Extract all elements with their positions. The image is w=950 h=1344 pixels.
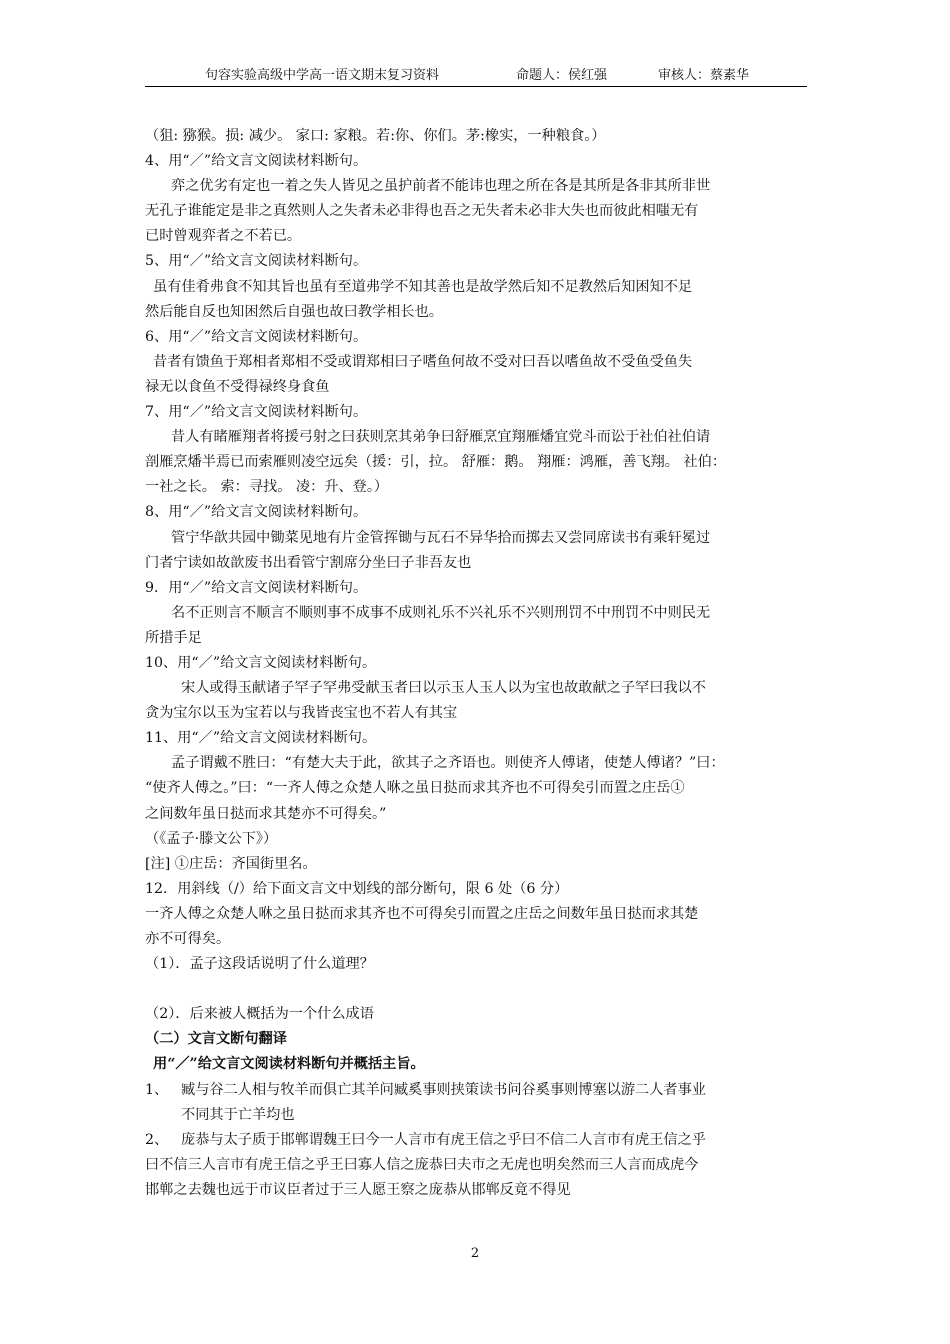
annotation-line: （狙: 猕猴。损: 减少。 家口: 家粮。若:你、你们。茅:橡实，一种粮食。） bbox=[145, 128, 606, 144]
passage-line: 之间数年虽日挞而求其楚亦不可得矣。” bbox=[145, 805, 387, 822]
passage-line: 昔人有睹雁翔者将援弓射之曰获则烹其弟争曰舒雁烹宜翔雁燔宜党斗而讼于社伯社伯请 bbox=[171, 429, 711, 446]
header-author: 命题人：侯红强 bbox=[516, 68, 608, 83]
question-heading: 6、用“／”给文言文阅读材料断句。 bbox=[145, 328, 368, 345]
passage-text: 臧与谷二人相与牧羊而俱亡其羊问臧奚事则挟策读书问谷奚事则博塞以游二人者事业 bbox=[181, 1081, 706, 1098]
passage-line: 一齐人傅之众楚人咻之虽日挞而求其齐也不可得矣引而置之庄岳之间数年虽日挞而求其楚 bbox=[145, 905, 699, 922]
passage-line: 孟子谓戴不胜曰：“有楚大夫于此，欲其子之齐语也。则使齐人傅诸，使楚人傅诸？”曰： bbox=[171, 755, 725, 772]
answer-space bbox=[145, 977, 813, 1002]
footnote: [注] ①庄岳：齐国街里名。 bbox=[145, 855, 317, 872]
passage-line: 门者宁读如故歆废书出看管宁割席分坐曰子非吾友也 bbox=[145, 554, 472, 571]
passage-line: 贪为宝尔以玉为宝若以与我皆丧宝也不若人有其宝 bbox=[145, 705, 458, 722]
question-heading: 9．用“／”给文言文阅读材料断句。 bbox=[145, 579, 368, 596]
sub-question: （1）．孟子这段话说明了什么道理？ bbox=[145, 956, 374, 973]
passage-line: 名不正则言不顺言不顺则事不成事不成则礼乐不兴礼乐不兴则刑罚不中刑罚不中则民无 bbox=[171, 604, 711, 621]
header-title: 句容实验高级中学高一语文期末复习资料 bbox=[205, 68, 440, 83]
question-heading: 8、用“／”给文言文阅读材料断句。 bbox=[145, 504, 368, 521]
passage-line: 宋人或得玉献诸子罕子罕弗受献玉者曰以示玉人玉人以为宝也故敢献之子罕曰我以不 bbox=[181, 680, 706, 697]
question-heading: 11、用“／”给文言文阅读材料断句。 bbox=[145, 730, 377, 747]
passage-text: 庞恭与太子质于邯郸谓魏王曰今一人言市有虎王信之乎曰不信二人言市有虎王信之乎 bbox=[181, 1131, 706, 1148]
question-heading: 10、用“／”给文言文阅读材料断句。 bbox=[145, 654, 377, 671]
question-heading: 7、用“／”给文言文阅读材料断句。 bbox=[145, 404, 368, 421]
passage-line: 已时曾观弈者之不若已。 bbox=[145, 228, 302, 245]
question-heading: 4、用“／”给文言文阅读材料断句。 bbox=[145, 153, 368, 170]
page-header bbox=[145, 66, 807, 87]
source-citation: （《孟子·滕文公下》） bbox=[145, 830, 278, 847]
passage-line: 亦不可得矣。 bbox=[145, 931, 231, 947]
sub-question: （2）．后来被人概括为一个什么成语 bbox=[145, 1006, 374, 1023]
question-heading: 12．用斜线（/）给下面文言文中划线的部分断句，限 6 处（6 分） bbox=[145, 880, 569, 897]
passage-line: 邯郸之去魏也远于市议臣者过于三人愿王察之庞恭从邯郸反竟不得见 bbox=[145, 1181, 571, 1198]
passage-line: 剖雁烹燔半焉已而索雁则凌空远矣（援：引，拉。 舒雁：鹅。 翔雁：鸿雁，善飞翔。 社伯： bbox=[145, 454, 727, 471]
passage-line: 然后能自反也知困然后自强也故曰教学相长也。 bbox=[145, 303, 443, 320]
item-number: 2、 bbox=[145, 1131, 169, 1148]
passage-line: 所措手足 bbox=[145, 629, 202, 646]
document-body bbox=[145, 124, 813, 1203]
passage-line: 弈之优劣有定也一着之失人皆见之虽护前者不能讳也理之所在各是其所是各非其所非世 bbox=[171, 178, 711, 195]
numbered-item bbox=[145, 1128, 813, 1153]
page-number: 2 bbox=[470, 1246, 480, 1261]
item-number: 1、 bbox=[145, 1081, 169, 1098]
section-instruction: 用“／”给文言文阅读材料断句并概括主旨。 bbox=[153, 1056, 425, 1073]
numbered-item bbox=[145, 1078, 813, 1103]
header-reviewer: 审核人：蔡素华 bbox=[658, 68, 750, 83]
passage-line: “使齐人傅之。”曰：“一齐人傅之众楚人咻之虽日挞而求其齐也不可得矣引而置之庄岳① bbox=[145, 780, 685, 797]
section-heading: （二）文言文断句翻译 bbox=[145, 1031, 287, 1048]
question-heading: 5、用“／”给文言文阅读材料断句。 bbox=[145, 253, 368, 270]
passage-line: 无孔子谁能定是非之真然则人之失者未必非得也吾之无失者未必非大失也而彼此相嗤无有 bbox=[145, 203, 699, 220]
passage-line: 一社之长。 索：寻找。 凌：升、登。） bbox=[145, 479, 389, 496]
passage-line: 不同其于亡羊均也 bbox=[181, 1106, 295, 1123]
passage-line: 管宁华歆共园中锄菜见地有片金管挥锄与瓦石不异华拾而掷去又尝同席读书有乘轩冕过 bbox=[171, 529, 711, 546]
passage-line: 禄无以食鱼不受得禄终身食鱼 bbox=[145, 378, 330, 395]
passage-line: 昔者有馈鱼于郑相者郑相不受或谓郑相曰子嗜鱼何故不受对曰吾以嗜鱼故不受鱼受鱼失 bbox=[153, 353, 693, 370]
passage-line: 虽有佳肴弗食不知其旨也虽有至道弗学不知其善也是故学然后知不足教然后知困知不足 bbox=[153, 278, 693, 295]
passage-line: 曰不信三人言市有虎王信之乎王曰寡人信之庞恭曰夫市之无虎也明矣然而三人言而成虎今 bbox=[145, 1156, 699, 1173]
